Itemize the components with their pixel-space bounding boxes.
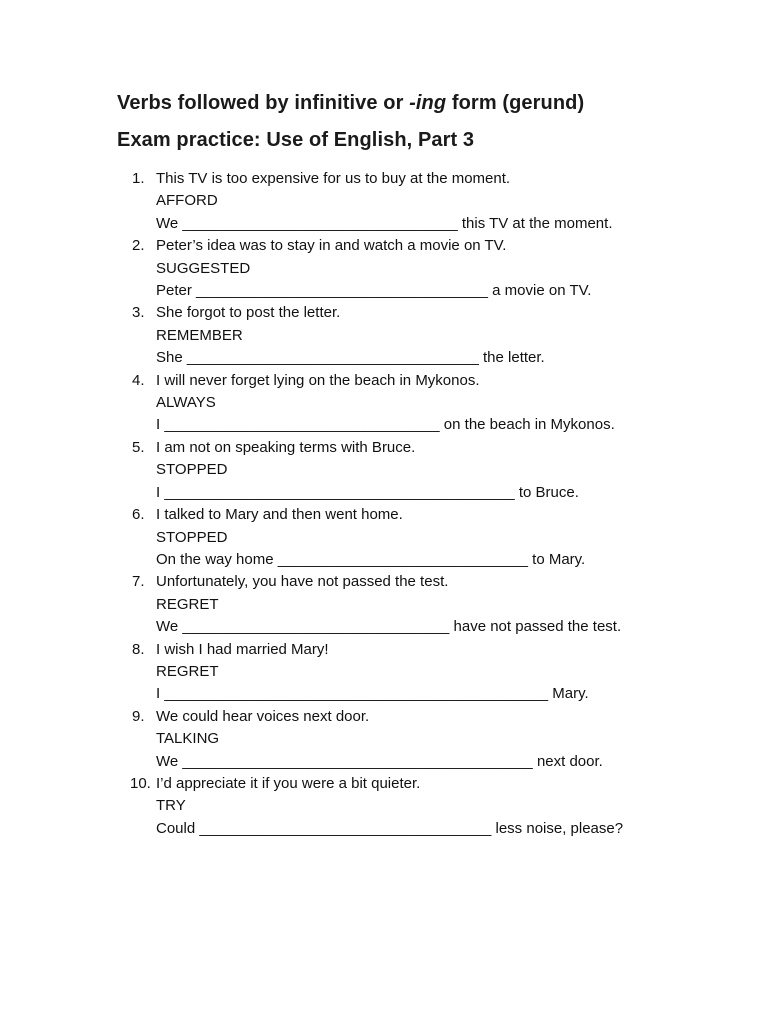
exercise-item-8 bbox=[130, 639, 690, 706]
exercise-item-9 bbox=[130, 706, 690, 773]
item-keyword: AFFORD bbox=[156, 192, 218, 210]
exercise-item-4 bbox=[130, 370, 690, 437]
exercise-item-6 bbox=[130, 504, 690, 571]
item-number: 7. bbox=[132, 573, 145, 591]
title-text-end: form (gerund) bbox=[446, 92, 585, 114]
item-number: 3. bbox=[132, 304, 145, 322]
item-gap-sentence: Could ___________________________________ less noise, please? bbox=[156, 819, 624, 837]
item-keyword: TALKING bbox=[156, 730, 220, 748]
item-keyword: STOPPED bbox=[156, 528, 228, 546]
item-number: 5. bbox=[132, 438, 145, 456]
item-sentence: This TV is too expensive for us to buy at the moment. bbox=[156, 170, 511, 187]
item-sentence: I talked to Mary and then went home. bbox=[156, 506, 403, 524]
item-gap-sentence: On the way home ______________________________ to Mary. bbox=[156, 550, 586, 568]
item-gap-sentence: We ________________________________ have not passed the test. bbox=[156, 618, 622, 636]
item-sentence: We could hear voices next door. bbox=[156, 707, 370, 725]
exercise-item-3 bbox=[130, 302, 690, 369]
item-number: 2. bbox=[132, 237, 145, 255]
exercise-item-7 bbox=[130, 571, 690, 638]
item-keyword: TRY bbox=[156, 797, 186, 815]
item-gap-sentence: She ___________________________________ the letter. bbox=[156, 349, 545, 367]
item-sentence: I’d appreciate it if you were a bit quieter. bbox=[156, 774, 421, 792]
item-gap-sentence: I ______________________________________________ Mary. bbox=[156, 685, 589, 703]
exercise-item-1 bbox=[130, 168, 690, 235]
item-sentence: I am not on speaking terms with Bruce. bbox=[156, 438, 416, 456]
item-sentence: I will never forget lying on the beach in Mykonos. bbox=[156, 371, 480, 389]
exercise-item-10 bbox=[130, 773, 690, 840]
item-gap-sentence: We _________________________________ this TV at the moment. bbox=[156, 214, 613, 232]
item-gap-sentence: I __________________________________________ to Bruce. bbox=[156, 483, 579, 501]
item-sentence: She forgot to post the letter. bbox=[156, 304, 341, 322]
page-subtitle: Exam practice: Use of English, Part 3 bbox=[117, 129, 475, 151]
exercise-item-5 bbox=[130, 437, 690, 504]
item-keyword: STOPPED bbox=[156, 461, 228, 479]
item-number: 8. bbox=[132, 640, 145, 658]
item-keyword: SUGGESTED bbox=[156, 259, 251, 277]
item-keyword: REMEMBER bbox=[156, 326, 243, 344]
item-keyword: REGRET bbox=[156, 595, 219, 613]
exercise-list bbox=[130, 168, 690, 840]
item-sentence: Unfortunately, you have not passed the test. bbox=[156, 573, 449, 591]
item-gap-sentence: We __________________________________________ next door. bbox=[156, 752, 603, 770]
page-title bbox=[117, 92, 584, 115]
item-number: 9. bbox=[132, 707, 145, 725]
title-text-italic: -ing bbox=[409, 92, 447, 114]
item-number: 6. bbox=[132, 506, 145, 524]
item-keyword: REGRET bbox=[156, 662, 219, 680]
title-text-start: Verbs followed by infinitive or bbox=[117, 92, 410, 114]
item-sentence: Peter’s idea was to stay in and watch a movie on TV. bbox=[156, 237, 507, 255]
exercise-item-2 bbox=[130, 235, 690, 302]
item-sentence: I wish I had married Mary! bbox=[156, 640, 329, 658]
item-number: 4. bbox=[132, 371, 145, 389]
item-gap-sentence: I _________________________________ on the beach in Mykonos. bbox=[156, 416, 615, 434]
item-gap-sentence: Peter ___________________________________ a movie on TV. bbox=[156, 282, 592, 300]
item-keyword: ALWAYS bbox=[156, 394, 216, 412]
item-number: 10. bbox=[130, 774, 151, 792]
item-number: 1. bbox=[132, 170, 145, 187]
